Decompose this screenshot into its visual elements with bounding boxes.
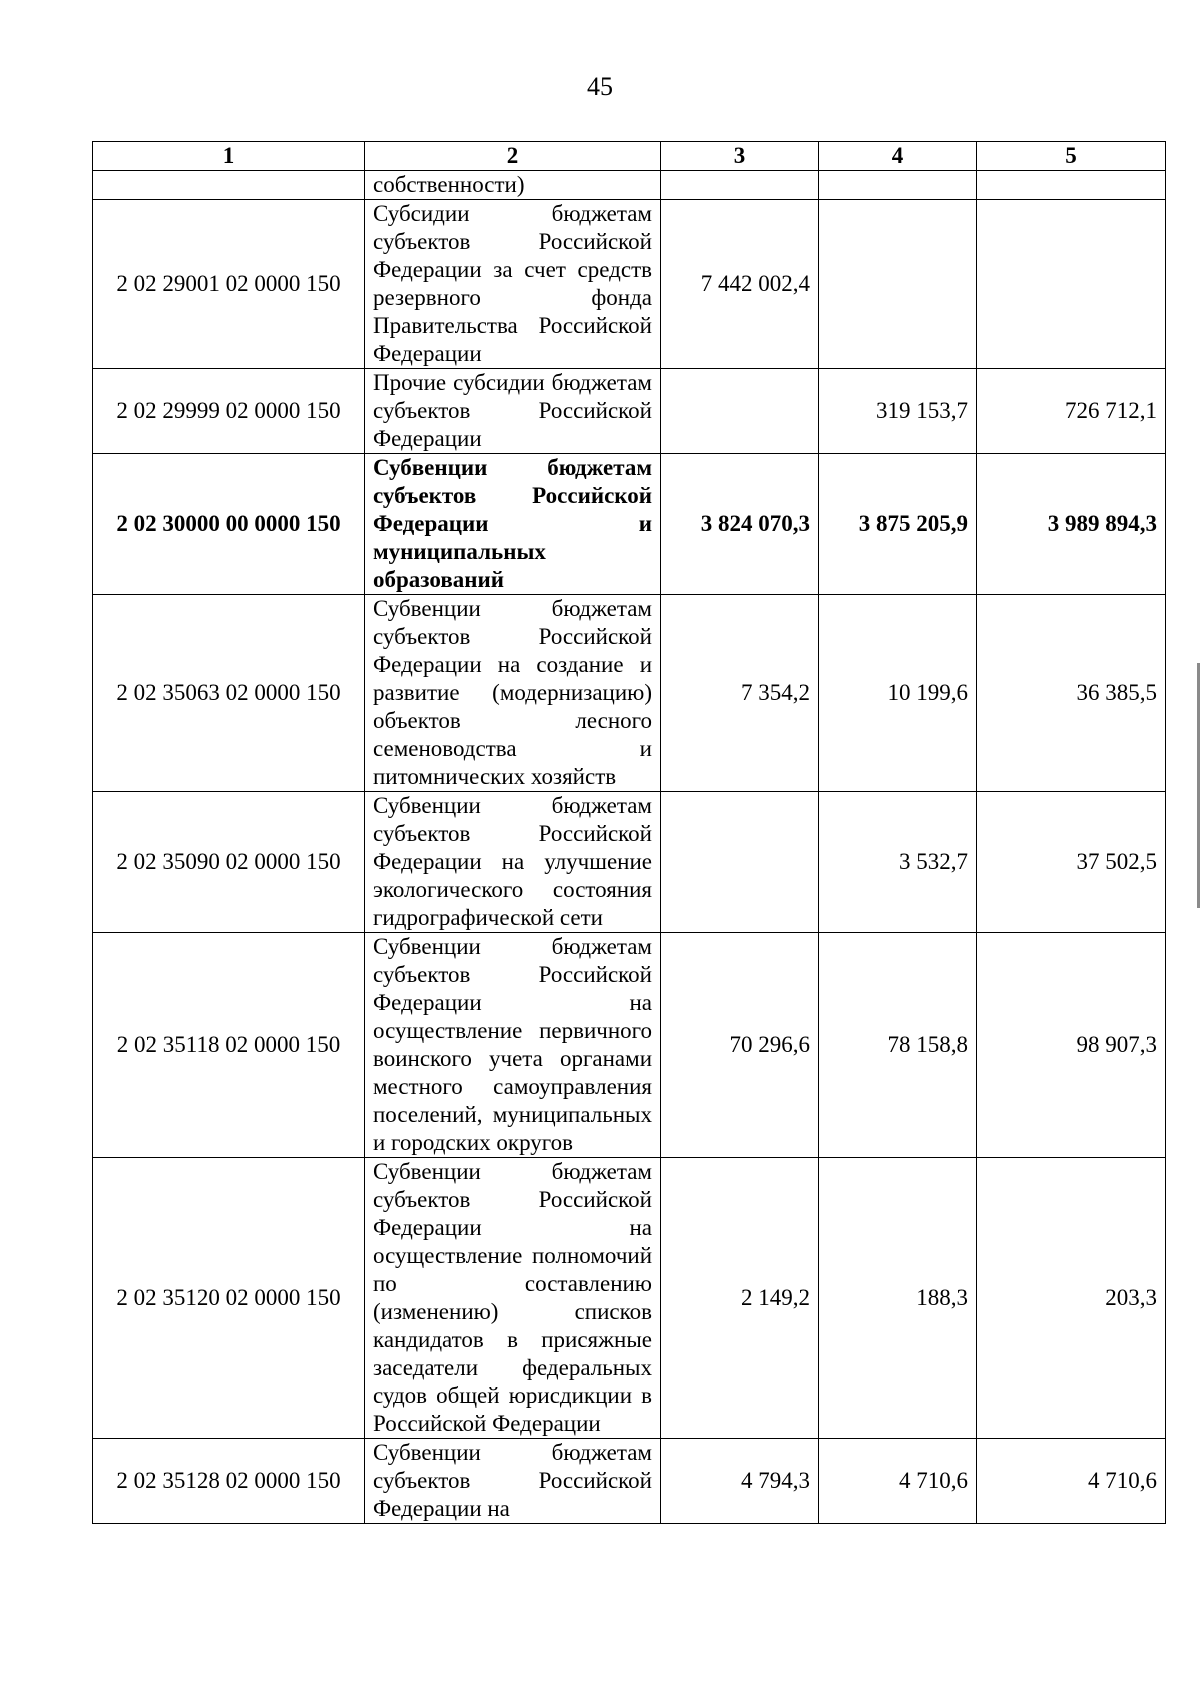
- budget-revenue-table: [92, 141, 1166, 1524]
- row-code: 2 02 30000 00 0000 150: [93, 454, 365, 595]
- table-row-total: [93, 454, 1166, 595]
- row-value-col4: 319 153,7: [819, 369, 977, 454]
- row-code: 2 02 35118 02 0000 150: [93, 933, 365, 1158]
- row-value-col4: [819, 171, 977, 200]
- row-value-col3: [661, 792, 819, 933]
- row-value-col3: 70 296,6: [661, 933, 819, 1158]
- row-value-col3: 2 149,2: [661, 1158, 819, 1439]
- column-number-1: 1: [93, 142, 365, 171]
- row-value-col5: 203,3: [977, 1158, 1166, 1439]
- row-name: Субвенции бюджетам субъектов Российской Федерации на: [365, 1439, 661, 1524]
- row-name: Субсидии бюджетам субъектов Российской Федерации за счет средств резервного фонда Правительства Российской Федерации: [365, 200, 661, 369]
- table-row: [93, 200, 1166, 369]
- row-value-col5: 36 385,5: [977, 595, 1166, 792]
- table-row: [93, 933, 1166, 1158]
- row-value-col4: 10 199,6: [819, 595, 977, 792]
- column-number-4: 4: [819, 142, 977, 171]
- column-number-header-row: [93, 142, 1166, 171]
- row-code: 2 02 35128 02 0000 150: [93, 1439, 365, 1524]
- row-value-col4: 3 532,7: [819, 792, 977, 933]
- column-number-5: 5: [977, 142, 1166, 171]
- row-name: собственности): [365, 171, 661, 200]
- row-value-col4: 78 158,8: [819, 933, 977, 1158]
- row-value-col5: 37 502,5: [977, 792, 1166, 933]
- table-row: [93, 369, 1166, 454]
- row-value-col3: [661, 369, 819, 454]
- row-code: 2 02 35063 02 0000 150: [93, 595, 365, 792]
- row-value-col5: [977, 171, 1166, 200]
- table-row: [93, 1439, 1166, 1524]
- row-value-col5: 3 989 894,3: [977, 454, 1166, 595]
- table-row: [93, 595, 1166, 792]
- row-value-col5: 4 710,6: [977, 1439, 1166, 1524]
- row-value-col5: [977, 200, 1166, 369]
- row-code: [93, 171, 365, 200]
- row-code: 2 02 35120 02 0000 150: [93, 1158, 365, 1439]
- row-code: 2 02 35090 02 0000 150: [93, 792, 365, 933]
- row-code: 2 02 29999 02 0000 150: [93, 369, 365, 454]
- row-value-col3: [661, 171, 819, 200]
- row-value-col3: 4 794,3: [661, 1439, 819, 1524]
- column-number-2: 2: [365, 142, 661, 171]
- row-value-col3: 7 354,2: [661, 595, 819, 792]
- row-value-col4: 3 875 205,9: [819, 454, 977, 595]
- row-name: Субвенции бюджетам субъектов Российской Федерации на осуществление полномочий по составлению (изменению) списков кандидатов в присяжные заседатели федеральных судов общей юрисдикции в Российской Федерации: [365, 1158, 661, 1439]
- row-name: Субвенции бюджетам субъектов Российской Федерации на создание и развитие (модернизацию) объектов лесного семеноводства и питомнических хозяйств: [365, 595, 661, 792]
- row-value-col4: 188,3: [819, 1158, 977, 1439]
- column-number-3: 3: [661, 142, 819, 171]
- row-value-col5: 98 907,3: [977, 933, 1166, 1158]
- table-row: [93, 1158, 1166, 1439]
- row-name: Субвенции бюджетам субъектов Российской Федерации и муниципальных образований: [365, 454, 661, 595]
- row-value-col3: 3 824 070,3: [661, 454, 819, 595]
- row-name: Субвенции бюджетам субъектов Российской Федерации на осуществление первичного воинского учета органами местного самоуправления поселений, муниципальных и городских округов: [365, 933, 661, 1158]
- table-row: [93, 171, 1166, 200]
- page-number: 45: [587, 72, 613, 101]
- row-value-col5: 726 712,1: [977, 369, 1166, 454]
- row-value-col4: 4 710,6: [819, 1439, 977, 1524]
- table-row: [93, 792, 1166, 933]
- row-value-col4: [819, 200, 977, 369]
- row-name: Субвенции бюджетам субъектов Российской Федерации на улучшение экологического состояния гидрографической сети: [365, 792, 661, 933]
- row-value-col3: 7 442 002,4: [661, 200, 819, 369]
- row-code: 2 02 29001 02 0000 150: [93, 200, 365, 369]
- row-name: Прочие субсидии бюджетам субъектов Российской Федерации: [365, 369, 661, 454]
